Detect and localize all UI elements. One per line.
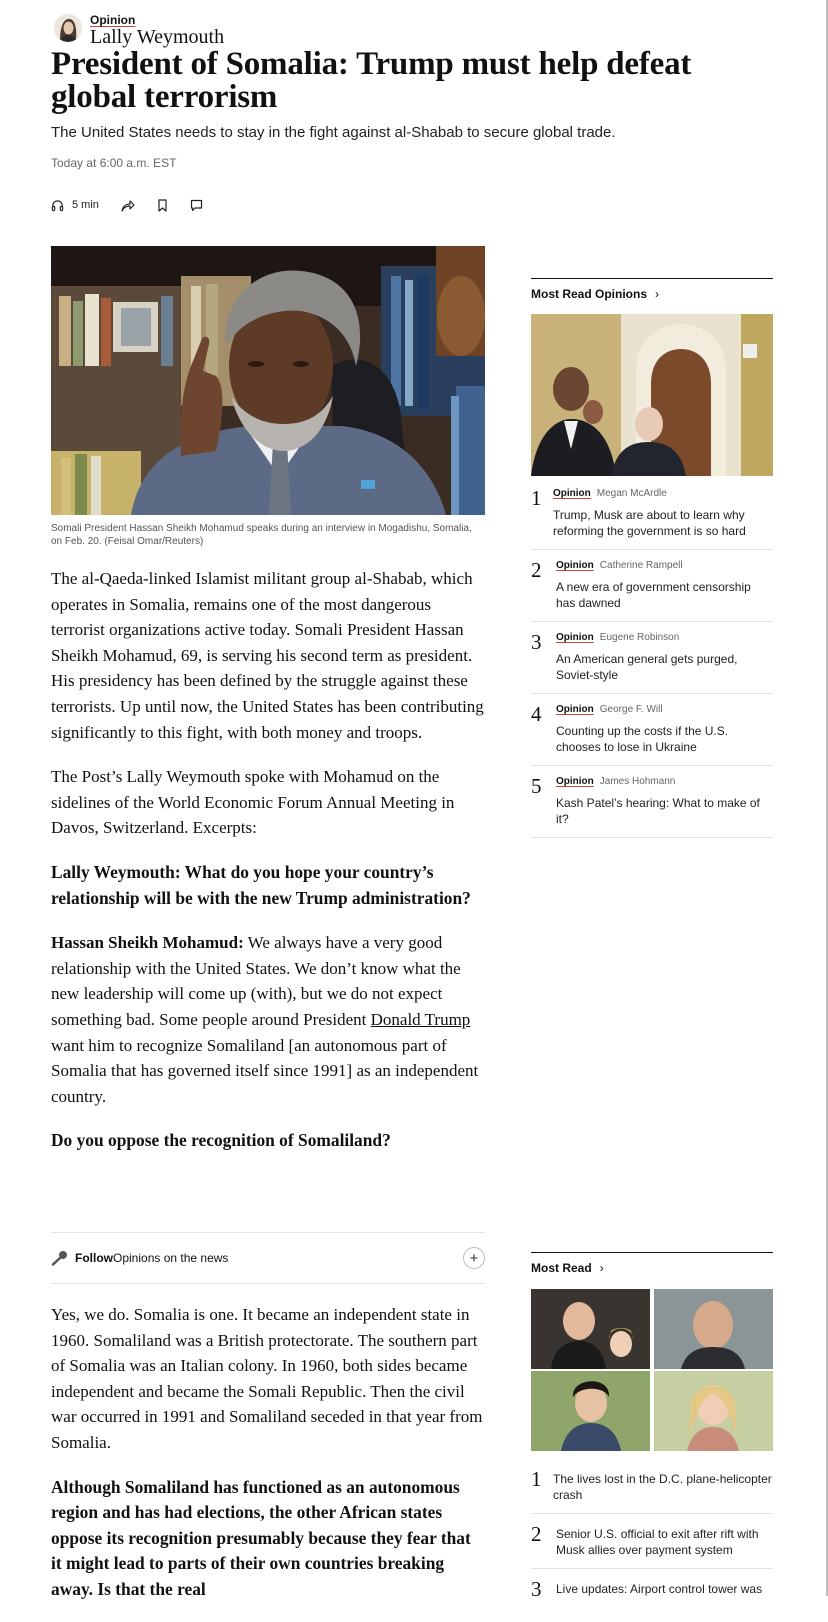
rank-number: 2 <box>531 1522 542 1546</box>
article-headline: President of Somalia: Trump must help defeat global terrorism <box>51 46 692 115</box>
article-body-continued <box>51 1302 485 1622</box>
rank-number: 2 <box>531 558 542 582</box>
most-read-list <box>531 1459 773 1609</box>
list-item[interactable] <box>531 550 773 622</box>
bookmark-icon <box>157 199 168 212</box>
item-author[interactable]: Eugene Robinson <box>599 632 680 643</box>
follow-label: Follow <box>75 1251 113 1265</box>
chevron-right-icon: › <box>599 1261 604 1275</box>
article-toolbar <box>51 197 225 213</box>
list-item[interactable] <box>531 1569 773 1609</box>
most-read-opinions-module <box>531 278 773 838</box>
interview-question: Although Somaliland has functioned as an autonomous region and has had elections, the other African states oppose its recognition presumably because they fear that it might lead to parts of their own countries breaking away. Is that the real <box>51 1476 471 1599</box>
answer-text: We always have a very good relationship with the United States. We don’t know what the new leadership will come up (with), but we do not expect something bad. Some people around President <box>51 933 461 1029</box>
article-subhead: The United States needs to stay in the fight against al-Shabab to secure global trade. <box>51 124 616 141</box>
item-headline[interactable]: An American general gets purged, Soviet-style <box>556 652 738 682</box>
item-byline <box>556 704 773 715</box>
item-headline[interactable]: A new era of government censorship has dawned <box>556 580 751 610</box>
author-byline[interactable]: Lally Weymouth <box>90 26 225 48</box>
paragraph: The Post’s Lally Weymouth spoke with Mohamud on the sidelines of the World Economic Forum Annual Meeting in Davos, Switzerland. Excerpts: <box>51 767 455 838</box>
list-item[interactable] <box>531 1459 773 1514</box>
share-icon <box>121 199 135 212</box>
item-author[interactable]: James Hohmann <box>599 776 676 787</box>
paragraph: The al-Qaeda-linked Islamist militant group al-Shabab, which operates in Somalia, remains one of the most dangerous terrorist organizations active today. Somali President Hassan Sheikh Mohamud, 69, is serving his second term as president. His presidency has been defined by the struggle against these terrorists. Up until now, the United States has been contributing significantly to this fight, with both money and troops. <box>51 569 484 742</box>
follow-topic: Opinions on the news <box>113 1251 229 1265</box>
headphones-icon <box>51 199 64 212</box>
item-author[interactable]: George F. Will <box>599 704 663 715</box>
follow-plus-button[interactable]: + <box>463 1247 485 1269</box>
answer-text: want him to recognize Somaliland [an autonomous part of Somalia that has governed itself since 1991] as an independent country. <box>51 1035 479 1106</box>
photo-caption: Somali President Hassan Sheikh Mohamud speaks during an interview in Mogadishu, Somalia, on Feb. 20. (Feisal Omar/Reuters) <box>51 523 472 547</box>
interview-answer: Yes, we do. Somalia is one. It became an independent state in 1960. Somaliland was a British protectorate. The southern part of Somalia was an Italian colony. In 1960, both sides became independent and became the Somali Republic. Then the civil war occurred in 1991 and Somaliland seceded in that year from Somalia. <box>51 1305 483 1452</box>
interview-question: Lally Weymouth: What do you hope your country’s relationship will be with the new Trump administration? <box>51 861 471 908</box>
listen-duration: 5 min <box>72 199 99 211</box>
item-headline[interactable]: Live updates: Airport control tower was <box>556 1582 763 1596</box>
opinion-kicker[interactable]: Opinion <box>556 632 594 643</box>
list-item[interactable] <box>531 694 773 766</box>
comments-button[interactable] <box>190 199 203 212</box>
most-read-module <box>531 1252 773 1609</box>
list-item[interactable] <box>531 478 773 550</box>
comment-icon <box>190 199 203 212</box>
item-headline[interactable]: The lives lost in the D.C. plane-helicopter crash <box>553 1472 772 1502</box>
author-avatar[interactable] <box>54 14 82 42</box>
item-byline <box>556 776 773 787</box>
list-item[interactable] <box>531 766 773 838</box>
opinion-kicker[interactable]: Opinion <box>556 704 594 715</box>
most-read-photo-grid[interactable] <box>531 1289 773 1451</box>
item-byline <box>556 560 773 571</box>
item-headline[interactable]: Trump, Musk are about to learn why reforming the government is so hard <box>553 508 746 538</box>
item-headline[interactable]: Counting up the costs if the U.S. chooses to lose in Ukraine <box>556 724 729 754</box>
list-item[interactable] <box>531 622 773 694</box>
rank-number: 1 <box>531 486 542 510</box>
share-button[interactable] <box>121 199 135 212</box>
most-read-opinions-list <box>531 478 773 838</box>
listen-button[interactable] <box>51 199 99 212</box>
item-author[interactable]: Catherine Rampell <box>599 560 683 571</box>
most-read-opinions-title: Most Read Opinions <box>531 287 648 301</box>
most-read-opinions-photo[interactable] <box>531 314 773 476</box>
interview-answer <box>51 930 485 1109</box>
publish-date: Today at 6:00 a.m. EST <box>51 156 177 170</box>
interview-question: Do you oppose the recognition of Somaliland? <box>51 1130 391 1151</box>
opinion-kicker[interactable]: Opinion <box>556 776 594 787</box>
rank-number: 3 <box>531 1577 542 1601</box>
rank-number: 4 <box>531 702 542 726</box>
bookmark-button[interactable] <box>157 199 168 212</box>
item-headline[interactable]: Kash Patel’s hearing: What to make of it? <box>556 796 760 826</box>
follow-topic-bar[interactable] <box>51 1232 485 1284</box>
rank-number: 1 <box>531 1467 542 1491</box>
opinion-kicker[interactable]: Opinion <box>90 13 136 27</box>
opinion-kicker[interactable]: Opinion <box>553 488 591 499</box>
item-byline <box>556 632 773 643</box>
list-item[interactable] <box>531 1514 773 1569</box>
item-headline[interactable]: Senior U.S. official to exit after rift with Musk allies over payment system <box>556 1527 759 1557</box>
most-read-title: Most Read <box>531 1261 592 1275</box>
rank-number: 5 <box>531 774 542 798</box>
chevron-right-icon: › <box>655 287 660 301</box>
lead-photo[interactable] <box>51 246 485 515</box>
opinion-kicker[interactable]: Opinion <box>556 560 594 571</box>
donald-trump-link[interactable]: Donald Trump <box>370 1009 471 1029</box>
rank-number: 3 <box>531 630 542 654</box>
answer-speaker: Hassan Sheikh Mohamud: <box>51 933 244 953</box>
item-byline <box>553 488 773 499</box>
item-author[interactable]: Megan McArdle <box>596 488 667 499</box>
most-read-header[interactable] <box>531 1252 773 1275</box>
most-read-opinions-header[interactable] <box>531 278 773 301</box>
article-body <box>51 566 485 1173</box>
microphone-icon <box>51 1250 69 1266</box>
